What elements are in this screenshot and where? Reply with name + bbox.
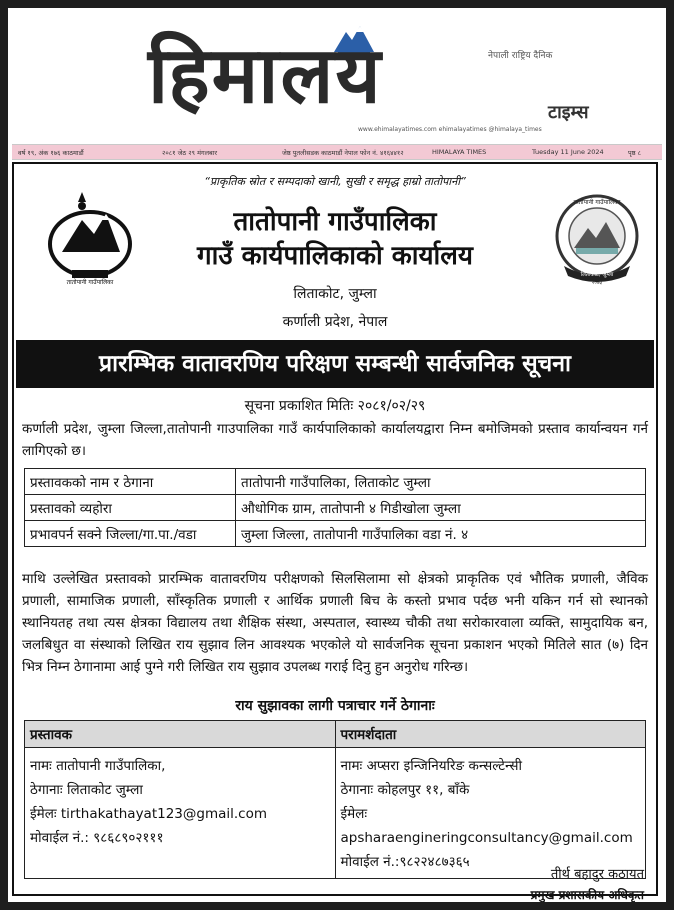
consultant-mobile: मोवाईल नं.:९८२२४८७३६५	[340, 854, 470, 870]
info-key: प्रभावपर्न सक्ने जिल्ला/गा.पा./वडा	[25, 521, 236, 547]
consultant-details	[335, 748, 646, 879]
proponent-details	[25, 748, 336, 879]
volume-text: वर्ष १९, अंक १७६ काठमाडौं	[18, 149, 84, 157]
proponent-name: नामः तातोपानी गाउँपालिका,	[30, 758, 166, 774]
masthead	[8, 8, 666, 140]
consultant-header: परामर्शदाता	[335, 721, 646, 748]
paper-name: HIMALAYA TIMES	[432, 148, 487, 156]
table-header-row	[25, 721, 646, 748]
bs-date-text: २०८१ जेठ २९ मंगलबार	[162, 149, 218, 157]
consultant-email: ईमेलः apsharaengineringconsultancy@gmail.com	[340, 806, 633, 846]
table-row	[25, 748, 646, 879]
page-number: पृष्ठ ८	[628, 149, 641, 157]
proponent-mobile: मोवाईल नं.: ९८६८९०२१११	[30, 830, 164, 846]
dateline-bar	[12, 144, 662, 160]
notice-banner: प्रारम्भिक वातावरणिय परिक्षण सम्बन्धी सार्वजनिक सूचना	[16, 340, 654, 388]
seal-place: लिताकोट, जुम्ला	[580, 272, 614, 278]
motto: “प्राकृतिक स्रोत र सम्पदाको खानी, सुखी र समृद्ध हाम्रो तातोपानी”	[204, 175, 466, 188]
seal-year: २०७३	[591, 280, 603, 286]
proponent-email: ईमेलः tirthakathayat123@gmail.com	[30, 806, 268, 822]
consultant-address: ठेगानाः कोहलपुर ११, बाँके	[340, 782, 470, 798]
ad-date-text: Tuesday 11 June 2024	[532, 148, 604, 156]
contact-heading: राय सुझावका लागी पत्राचार गर्ने ठेगानाः	[235, 698, 435, 714]
signatory-title: प्रमुख प्रशासकीय अधिकृत	[530, 888, 644, 902]
website-line: www.ehimalayatimes.com ehimalayatimes @himalaya_times	[358, 126, 542, 133]
signatory-name: तीर्थ बहादुर कठायत	[550, 867, 644, 882]
emblem-left-label: तातोपानी गाउँपालिका	[66, 279, 114, 286]
brand-suffix: टाइम्स	[548, 102, 589, 123]
consultant-name: नामः अप्सरा इन्जिनियरिङ कन्सल्टेन्सी	[340, 758, 522, 774]
proponent-address: ठेगानाः लिताकोट जुम्ला	[30, 782, 143, 798]
public-notice	[12, 162, 658, 902]
intro-paragraph: कर्णाली प्रदेश, जुम्ला जिल्ला,तातोपानी गाउपालिका गाउँ कार्यपालिकाको कार्यालयद्वारा निम्न बमोजिमको प्रस्ताव कार्यान्वयन गर्न लागिएको छ।	[22, 421, 648, 459]
info-key: प्रस्तावकको नाम र ठेगाना	[25, 469, 236, 495]
table-row	[25, 469, 646, 495]
seal-title: तातोपानी गाउँपालिका	[573, 199, 621, 206]
municipality-seal-icon	[550, 188, 644, 288]
proposal-info-table	[24, 468, 646, 547]
info-key: प्रस्तावको व्यहोरा	[25, 495, 236, 521]
proponent-header: प्रस्तावक	[25, 721, 336, 748]
info-value: तातोपानी गाउँपालिका, लिताकोट जुम्ला	[236, 469, 646, 495]
table-row	[25, 495, 646, 521]
brand-title: हिमालय	[148, 30, 383, 121]
table-row	[25, 521, 646, 547]
address-line-2: कर्णाली प्रदेश, नेपाल	[282, 314, 388, 330]
published-date: सूचना प्रकाशित मितिः २०८१/०२/२९	[244, 398, 426, 414]
org-title: तातोपानी गाउँपालिका	[233, 207, 437, 237]
address-line-1: लिताकोट, जुम्ला	[293, 286, 377, 302]
contact-table	[24, 720, 646, 879]
office-title: गाउँ कार्यपालिकाको कार्यालय	[197, 241, 473, 271]
newspaper-page	[8, 8, 666, 902]
body-paragraph: माथि उल्लेखित प्रस्तावको प्रारम्भिक वातावरणिय परीक्षणको सिलसिलामा सो क्षेत्रको प्राकृतिक एवं भौतिक प्रणाली, जैविक प्रणाली, सामाजिक प्रणाली, साँस्कृतिक प्रणाली र आर्थिक प्रणाली बिच के कस्तो प्रभाव पर्दछ भनी यकिन गर्न सो स्थानको स्थानियतह तथा त्यस क्षेत्रका विद्यालय तथा शैक्षिक संस्था, अस्पताल, स्वास्थ्य चौकी तथा सरोकारवाला व्यक्ति, सामुदायिक बन, जलबिधुत वा संस्थाको लिखित राय सुझाव लिन आवश्यक भएकोले यो सार्वजनिक सूचना प्रकाशन भएको मितिले सात (७) दिन भित्र निम्न ठेगानामा आई पुग्ने गरी लिखित राय सुझाव उपलब्ध गराई दिनु हुन अनुरोध गरिन्छ।	[22, 571, 648, 675]
info-value: औधोगिक ग्राम, तातोपानी ४ गिडीखोला जुम्ला	[236, 495, 646, 521]
address-text: जेष्ठ पुतलीसडक काठमाडौं नेपाल फोन नं. ४१६४४१२	[282, 149, 404, 157]
info-value: जुम्ला जिल्ला, तातोपानी गाउँपालिका वडा नं. ४	[236, 521, 646, 547]
tagline: नेपाली राष्ट्रिय दैनिक	[488, 51, 553, 61]
